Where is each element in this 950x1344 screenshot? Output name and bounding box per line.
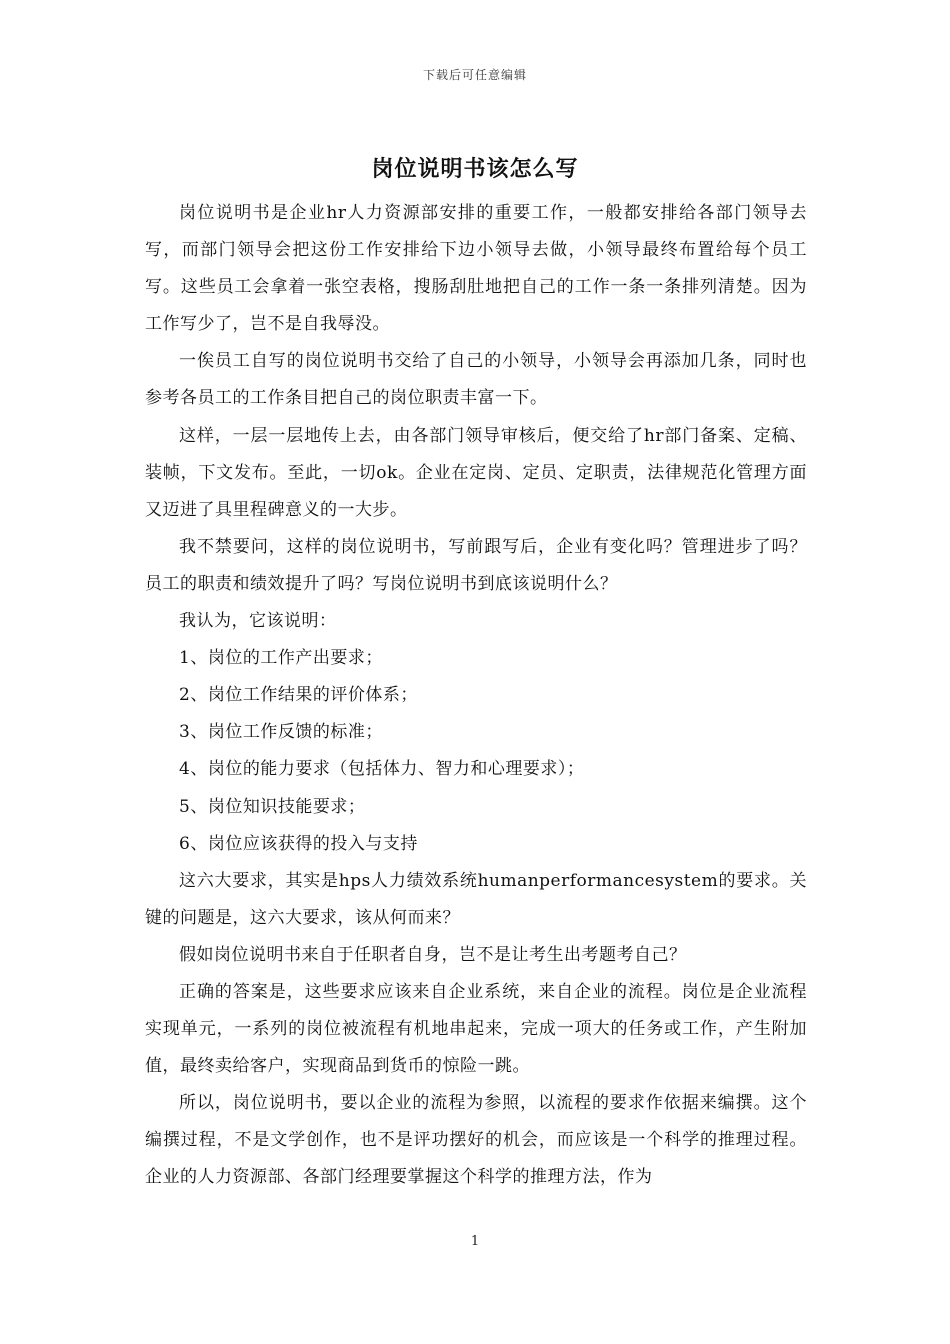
paragraph: 正确的答案是，这些要求应该来自企业系统，来自企业的流程。岗位是企业流程实现单元，一系列的岗位被流程有机地串起来，完成一项大的任务或工作，产生附加值，最终卖给客户，实现商品到货币的惊险一跳。 bbox=[145, 981, 807, 1077]
document-body bbox=[145, 195, 807, 1197]
page-number: 1 bbox=[470, 1234, 480, 1249]
list-item: 3、岗位工作反馈的标准； bbox=[179, 722, 383, 743]
list-item: 1、岗位的工作产出要求； bbox=[179, 648, 383, 669]
list-item: 4、岗位的能力要求（包括体力、智力和心理要求）； bbox=[179, 759, 585, 780]
paragraph: 一俟员工自写的岗位说明书交给了自己的小领导，小领导会再添加几条，同时也参考各员工的工作条目把自己的岗位职责丰富一下。 bbox=[145, 351, 807, 409]
list-item: 6、岗位应该获得的投入与支持 bbox=[179, 833, 418, 854]
paragraph: 我认为，它该说明： bbox=[179, 611, 337, 632]
paragraph-intro: 岗位说明书是企业hr人力资源部安排的重要工作，一般都安排给各部门领导去写，而部门领导会把这份工作安排给下边小领导去做，小领导最终布置给每个员工写。这些员工会拿着一张空表格，搜肠刮肚地把自己的工作一条一条排列清楚。因为工作写少了，岂不是自我辱没。 bbox=[145, 203, 807, 335]
list-item: 5、岗位知识技能要求； bbox=[179, 796, 366, 817]
paragraph: 假如岗位说明书来自于任职者自身，岂不是让考生出考题考自己？ bbox=[179, 944, 687, 965]
paragraph: 这样，一层一层地传上去，由各部门领导审核后，便交给了hr部门备案、定稿、装帧，下文发布。至此，一切ok。企业在定岗、定员、定职责，法律规范化管理方面又迈进了具里程碑意义的一大步。 bbox=[145, 425, 807, 520]
paragraph: 这六大要求，其实是hps人力绩效系统humanperformancesystem的要求。关键的问题是，这六大要求，该从何而来？ bbox=[145, 870, 807, 928]
document-title: 岗位说明书该怎么写 bbox=[371, 156, 579, 182]
header-note: 下载后可任意编辑 bbox=[422, 68, 527, 82]
list-item: 2、岗位工作结果的评价体系； bbox=[179, 685, 418, 706]
paragraph: 我不禁要问，这样的岗位说明书，写前跟写后，企业有变化吗？管理进步了吗？员工的职责和绩效提升了吗？写岗位说明书到底该说明什么？ bbox=[145, 536, 807, 594]
paragraph: 所以，岗位说明书，要以企业的流程为参照，以流程的要求作依据来编撰。这个编撰过程，不是文学创作，也不是评功摆好的机会，而应该是一个科学的推理过程。企业的人力资源部、各部门经理要掌握这个科学的推理方法，作为 bbox=[145, 1093, 807, 1188]
